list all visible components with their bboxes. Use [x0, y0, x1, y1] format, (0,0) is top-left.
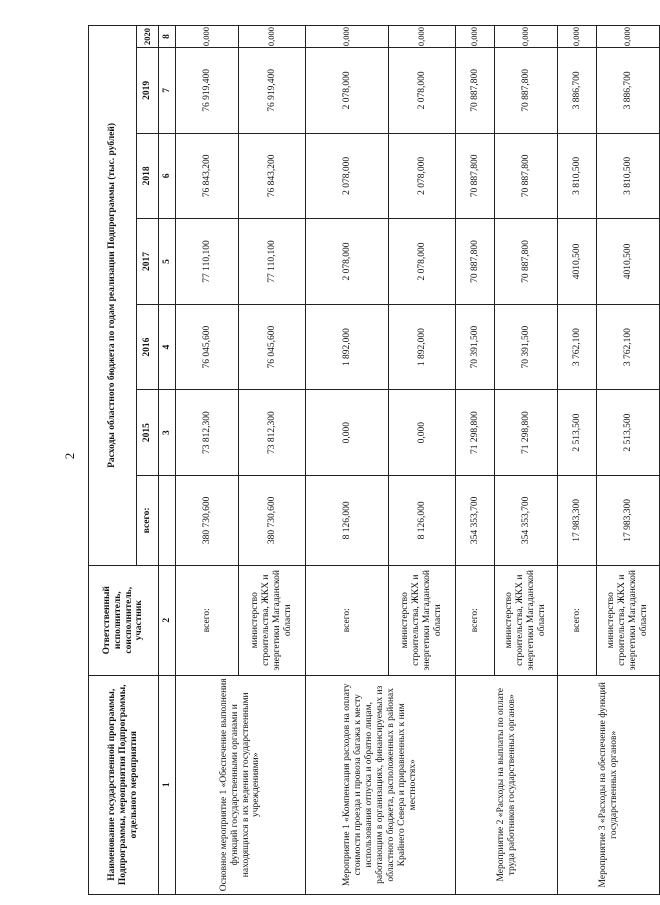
- value-cell: 0,000: [239, 26, 306, 48]
- item-name: Мероприятие 3 «Расходы на обеспечение функций государственных органов»: [558, 675, 660, 894]
- column-number-row: [159, 26, 176, 895]
- rotated-table-container: [88, 25, 649, 895]
- value-cell: 76 919,400: [176, 48, 239, 134]
- header-year: 2017: [137, 219, 159, 305]
- value-cell: 2 513,500: [597, 390, 660, 476]
- column-number: 2: [159, 565, 176, 675]
- value-cell: 71 298,800: [456, 390, 495, 476]
- executor-cell: министерство строительства, ЖКХ и энергетики Магаданской области: [239, 565, 306, 675]
- value-cell: 0,000: [456, 26, 495, 48]
- total-cell: 17 983,300: [597, 475, 660, 565]
- page-number: 2: [62, 452, 77, 460]
- header-year: 2016: [137, 304, 159, 390]
- value-cell: 0,000: [558, 26, 597, 48]
- value-cell: 71 298,800: [495, 390, 558, 476]
- value-cell: 1 892,000: [389, 304, 456, 390]
- table-row: [456, 26, 495, 895]
- value-cell: 2 078,000: [389, 48, 456, 134]
- total-cell: 17 983,300: [558, 475, 597, 565]
- value-cell: 70 887,800: [456, 48, 495, 134]
- budget-table: [88, 25, 660, 895]
- value-cell: 2 513,500: [558, 390, 597, 476]
- value-cell: 76 843,200: [239, 133, 306, 219]
- executor-cell: министерство строительства, ЖКХ и энергетики Магаданской области: [389, 565, 456, 675]
- executor-cell: всего:: [176, 565, 239, 675]
- column-number: 1: [159, 675, 176, 894]
- item-name: Основное мероприятие 1 «Обеспечение выполнения функций государственными органами и находящихся в их ведении государственными учреждениями»: [176, 675, 306, 894]
- value-cell: 0,000: [176, 26, 239, 48]
- table-row: [176, 26, 239, 895]
- value-cell: 3 886,700: [597, 48, 660, 134]
- column-number: 6: [159, 133, 176, 219]
- value-cell: 0,000: [389, 390, 456, 476]
- value-cell: 2 078,000: [389, 219, 456, 305]
- column-number: 7: [159, 48, 176, 134]
- value-cell: 76 045,600: [176, 304, 239, 390]
- value-cell: 0,000: [495, 26, 558, 48]
- value-cell: 0,000: [306, 390, 389, 476]
- value-cell: 2 078,000: [389, 133, 456, 219]
- value-cell: 2 078,000: [306, 48, 389, 134]
- value-cell: 3 762,100: [558, 304, 597, 390]
- value-cell: 77 110,100: [239, 219, 306, 305]
- value-cell: 73 812,300: [239, 390, 306, 476]
- item-name: Мероприятие 2 «Расходы на выплаты по оплате труда работников государственных органов»: [456, 675, 558, 894]
- column-number: [159, 475, 176, 565]
- value-cell: 2 078,000: [306, 133, 389, 219]
- column-number: 4: [159, 304, 176, 390]
- executor-cell: всего:: [306, 565, 389, 675]
- value-cell: 73 812,300: [176, 390, 239, 476]
- table-row: [558, 26, 597, 895]
- table-row: [306, 26, 389, 895]
- total-cell: 380 730,600: [239, 475, 306, 565]
- value-cell: 3 762,100: [597, 304, 660, 390]
- header-year: 2015: [137, 390, 159, 476]
- header-year: 2020: [137, 26, 159, 48]
- header-executor-column: Ответственный исполнитель, соисполнитель, участник: [89, 565, 159, 675]
- total-cell: 354 353,700: [495, 475, 558, 565]
- value-cell: 70 887,800: [495, 133, 558, 219]
- header-year: 2019: [137, 48, 159, 134]
- header-year: 2018: [137, 133, 159, 219]
- total-cell: 354 353,700: [456, 475, 495, 565]
- value-cell: 76 919,400: [239, 48, 306, 134]
- value-cell: 76 045,600: [239, 304, 306, 390]
- value-cell: 0,000: [389, 26, 456, 48]
- header-name-column: Наименование государственной программы, Подпрограммы, мероприятия Подпрограммы, отдельного мероприятия: [89, 675, 159, 894]
- value-cell: 70 391,500: [456, 304, 495, 390]
- value-cell: 0,000: [306, 26, 389, 48]
- value-cell: 3 886,700: [558, 48, 597, 134]
- value-cell: 3 810,500: [558, 133, 597, 219]
- value-cell: 77 110,100: [176, 219, 239, 305]
- executor-cell: всего:: [456, 565, 495, 675]
- value-cell: 70 887,800: [456, 133, 495, 219]
- value-cell: 76 843,200: [176, 133, 239, 219]
- value-cell: 70 887,800: [495, 219, 558, 305]
- column-number: 3: [159, 390, 176, 476]
- header-budget-column: Расходы областного бюджета по годам реализации Подпрограммы (тыс. рублей): [89, 26, 137, 566]
- executor-cell: министерство строительства, ЖКХ и энергетики Магаданской области: [597, 565, 660, 675]
- value-cell: 70 391,500: [495, 304, 558, 390]
- value-cell: 70 887,800: [456, 219, 495, 305]
- value-cell: 1 892,000: [306, 304, 389, 390]
- value-cell: 4010,500: [558, 219, 597, 305]
- executor-cell: всего:: [558, 565, 597, 675]
- column-number: 8: [159, 26, 176, 48]
- value-cell: 0,000: [597, 26, 660, 48]
- value-cell: 70 887,800: [495, 48, 558, 134]
- column-number: 5: [159, 219, 176, 305]
- header-total: всего:: [137, 475, 159, 565]
- total-cell: 380 730,600: [176, 475, 239, 565]
- value-cell: 3 810,500: [597, 133, 660, 219]
- total-cell: 8 126,000: [306, 475, 389, 565]
- executor-cell: министерство строительства, ЖКХ и энергетики Магаданской области: [495, 565, 558, 675]
- total-cell: 8 126,000: [389, 475, 456, 565]
- value-cell: 2 078,000: [306, 219, 389, 305]
- item-name: Мероприятие 1 «Компенсация расходов на оплату стоимости проезда и провоза багажа к месту использования отпуска и обратно лицам, работающим в организациях, финансируемых из областного бюджета, расположенных в районах Крайнего Севера и приравненных к ним местностях»: [306, 675, 456, 894]
- value-cell: 4010,500: [597, 219, 660, 305]
